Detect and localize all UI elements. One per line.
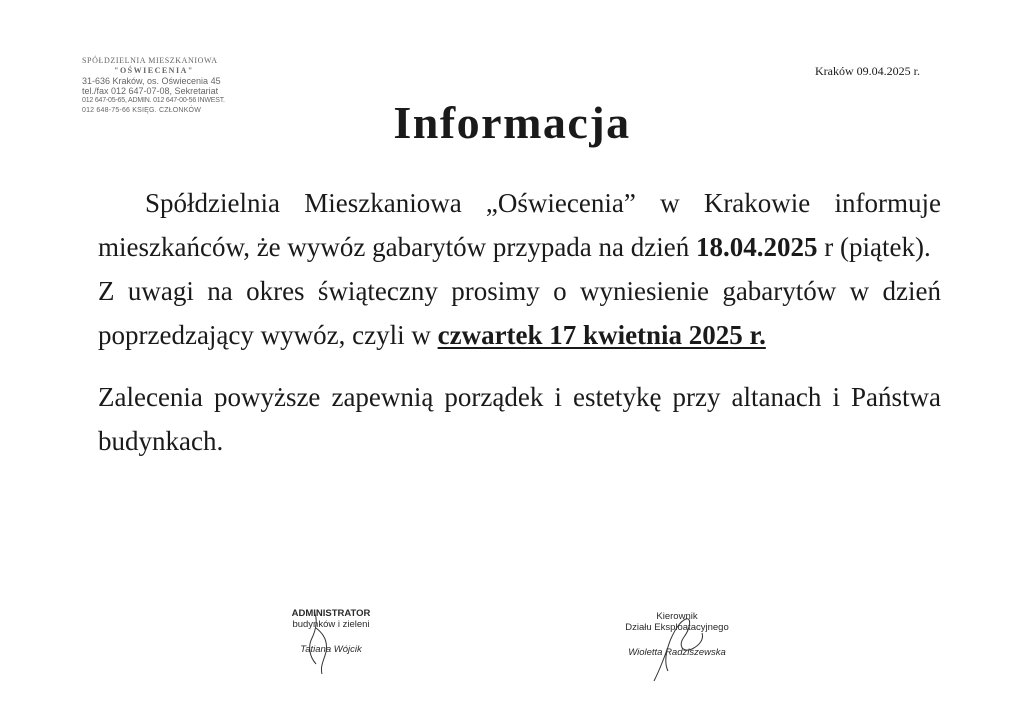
stamp-line-phone-members: 012 648-75-66 KSIĘG. CZŁONKÓW [82, 107, 202, 114]
announcement-text: Spółdzielnia Mieszkaniowa „Oświecenia” w Krakowie informuje mieszkańców, że wywóz gabarytów przypada na dzień [98, 188, 941, 262]
paragraph-request [98, 269, 941, 357]
signature-block-manager [612, 611, 742, 658]
signature-role: ADMINISTRATOR [291, 608, 371, 619]
stamp-line-phone: tel./fax 012 647-07-08, Sekretariat [82, 86, 219, 96]
document-date: Kraków 09.04.2025 r. [815, 64, 920, 78]
signature-department: Działu Eksploatacyjnego [625, 622, 729, 633]
stamp-line-address: 31-636 Kraków, os. Oświecenia 45 [82, 76, 221, 86]
document-body [98, 181, 941, 463]
signature-department: budynków i zieleni [292, 619, 370, 630]
stamp-line-phone-admin: 012 647-05-65, ADMIN. 012 647-00-56 INWEST. [82, 97, 225, 104]
request-text: Z uwagi na okres świąteczny prosimy o wyniesienie gabarytów w dzień poprzedzający wywóz, czyli w [98, 276, 941, 350]
signature-name: Wioletta Radziszewska [628, 647, 726, 658]
paragraph-announcement [98, 181, 941, 269]
signature-name: Tatiana Wójcik [300, 644, 362, 655]
pickup-day: r (piątek). [817, 232, 931, 262]
pickup-date: 18.04.2025 [696, 232, 818, 262]
stamp-line-short-name: "OŚWIECENIA" [114, 66, 194, 75]
handwritten-signature-icon [276, 608, 386, 678]
stamp-line-name: SPÓŁDZIELNIA MIESZKANIOWA [82, 56, 218, 65]
document-title: Informacja [393, 97, 631, 148]
handwritten-signature-icon [612, 611, 742, 691]
signature-block-administrator [276, 608, 386, 655]
put-out-date: czwartek 17 kwietnia 2025 r. [437, 320, 766, 350]
signature-role: Kierownik [656, 611, 698, 622]
paragraph-recommendation: Zalecenia powyższe zapewnią porządek i estetykę przy altanach i Państwa budynkach. [98, 382, 941, 456]
